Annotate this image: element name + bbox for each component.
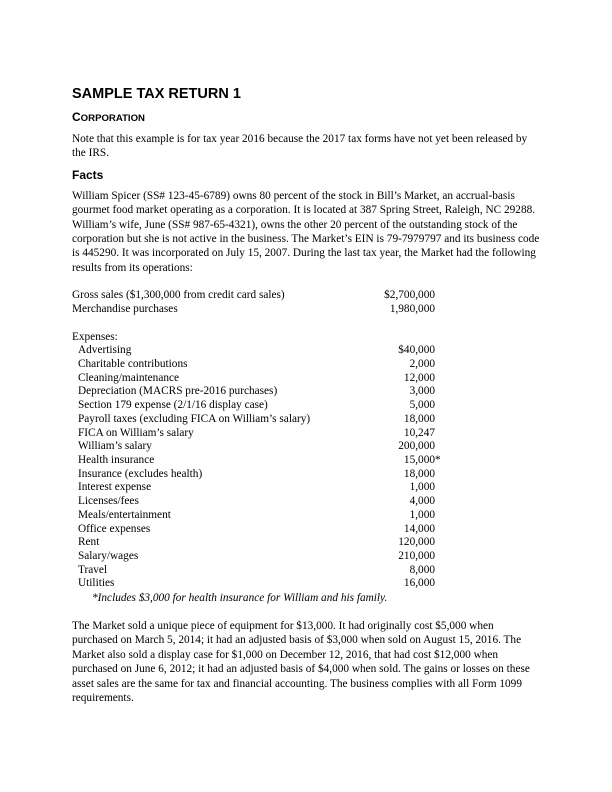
- row-label: Depreciation (MACRS pre-2016 purchases): [78, 385, 278, 398]
- summary-table: [72, 289, 540, 316]
- row-label: Salary/wages: [78, 549, 139, 562]
- row-label: Gross sales ($1,300,000 from credit card sales): [72, 289, 285, 302]
- row-footnote-mark: [435, 344, 445, 358]
- row-amount: $40,000: [398, 344, 435, 357]
- row-footnote-mark: [435, 427, 445, 441]
- row-label: Interest expense: [78, 481, 152, 494]
- row-label: FICA on William’s salary: [78, 426, 194, 439]
- row-amount: 10,247: [403, 426, 435, 439]
- expenses-heading: Expenses:: [72, 330, 118, 343]
- row-footnote-mark: [435, 564, 445, 578]
- table-row: [72, 564, 540, 578]
- table-row: [72, 495, 540, 509]
- row-label: Insurance (excludes health): [78, 467, 203, 480]
- row-label: Health insurance: [78, 453, 155, 466]
- row-footnote-mark: [435, 481, 445, 495]
- row-amount: $2,700,000: [384, 289, 435, 302]
- row-footnote-mark: *: [435, 453, 441, 466]
- row-label: Utilities: [78, 577, 115, 590]
- row-footnote-mark: [435, 399, 445, 413]
- row-label: William’s salary: [78, 440, 152, 453]
- row-amount: 200,000: [398, 440, 435, 453]
- row-amount: 18,000: [403, 467, 435, 480]
- row-footnote-mark: [435, 385, 445, 399]
- row-label: Merchandise purchases: [72, 302, 178, 315]
- row-amount: 18,000: [403, 412, 435, 425]
- row-footnote-mark: [435, 509, 445, 523]
- table-row: [72, 550, 540, 564]
- row-label: Travel: [78, 563, 108, 576]
- page-title: SAMPLE TAX RETURN 1: [72, 86, 241, 102]
- table-row: [72, 536, 540, 550]
- row-amount: 4,000: [409, 495, 435, 508]
- row-footnote-mark: [435, 495, 445, 509]
- row-label: Section 179 expense (2/1/16 display case): [78, 399, 268, 412]
- table-row: [72, 372, 540, 386]
- row-amount: 2,000: [409, 358, 435, 371]
- table-row: [72, 413, 540, 427]
- row-label: Rent: [78, 536, 100, 549]
- table-row: [72, 358, 540, 372]
- table-row: [72, 385, 540, 399]
- row-amount: 1,000: [409, 481, 435, 494]
- closing-paragraph: The Market sold a unique piece of equipment for $13,000. It had originally cost $5,000 when purchased on March 5, 2014; it had an adjusted basis of $3,000 when sold on August 15, 2016. The Market also sold a display case for $1,000 on December 12, 2016, that had cost $12,000 when purchased on June 6, 2012; it had an adjusted basis of $4,000 when sold. The gains or losses on these asset sales are the same for tax and financial accounting. The business complies with all Form 1099 requirements.: [72, 620, 530, 705]
- row-footnote-mark: [435, 536, 445, 550]
- row-amount: 210,000: [398, 549, 435, 562]
- row-amount: 12,000: [403, 371, 435, 384]
- table-row: [72, 454, 540, 468]
- row-label: Payroll taxes (excluding FICA on William’s salary): [78, 412, 311, 425]
- row-footnote-mark: [435, 358, 445, 372]
- row-amount: 16,000: [403, 577, 435, 590]
- expenses-table: [72, 344, 540, 591]
- row-footnote-mark: [435, 468, 445, 482]
- table-row: [72, 577, 540, 591]
- table-row: [72, 344, 540, 358]
- row-label: Cleaning/maintenance: [78, 371, 180, 384]
- row-footnote-mark: [435, 523, 445, 537]
- table-row: [72, 509, 540, 523]
- table-row: [72, 289, 540, 303]
- section-heading-facts: Facts: [72, 167, 104, 182]
- section-small-caps: ORPORATION: [80, 113, 145, 124]
- footnote: *Includes $3,000 for health insurance for William and his family.: [92, 592, 388, 605]
- row-footnote-mark: [435, 413, 445, 427]
- row-label: Meals/entertainment: [78, 508, 171, 521]
- row-label: Office expenses: [78, 522, 151, 535]
- row-amount: 1,980,000: [389, 302, 435, 315]
- row-label: Charitable contributions: [78, 358, 188, 371]
- row-amount: 5,000: [409, 399, 435, 412]
- row-amount: 120,000: [398, 536, 435, 549]
- intro-note: Note that this example is for tax year 2016 because the 2017 tax forms have not yet been released by the IRS.: [72, 133, 528, 160]
- row-footnote-mark: [435, 440, 445, 454]
- table-row: [72, 523, 540, 537]
- table-row: [72, 468, 540, 482]
- row-label: Licenses/fees: [78, 495, 139, 508]
- row-amount: 8,000: [409, 563, 435, 576]
- section-initial: C: [72, 110, 81, 124]
- table-row: [72, 427, 540, 441]
- row-footnote-mark: [435, 550, 445, 564]
- row-amount: 1,000: [409, 508, 435, 521]
- row-label: Advertising: [78, 344, 132, 357]
- table-row: [72, 303, 540, 317]
- row-amount: 15,000: [403, 453, 435, 466]
- table-row: [72, 399, 540, 413]
- row-amount: 3,000: [409, 385, 435, 398]
- table-row: [72, 440, 540, 454]
- facts-paragraph: William Spicer (SS# 123-45-6789) owns 80 percent of the stock in Bill’s Market, an accrual-basis gourmet food market operating as a corporation. It is located at 387 Spring Street, Raleigh, NC 29288. William’s wife, June (SS# 987-65-4321), owns the other 20 percent of the outstanding stock of the corporation but she is not active in the business. The Market’s EIN is 79-7979797 and its business code is 445290. It was incorporated on July 15, 2007. During the last tax year, the Market had the following results from its operations:: [72, 189, 540, 274]
- document-page: [72, 86, 540, 705]
- row-footnote-mark: [435, 372, 445, 386]
- row-footnote-mark: [435, 577, 445, 591]
- table-row: [72, 481, 540, 495]
- row-amount: 14,000: [403, 522, 435, 535]
- section-heading-corporation: [72, 110, 540, 126]
- expenses-heading-row: [72, 331, 540, 345]
